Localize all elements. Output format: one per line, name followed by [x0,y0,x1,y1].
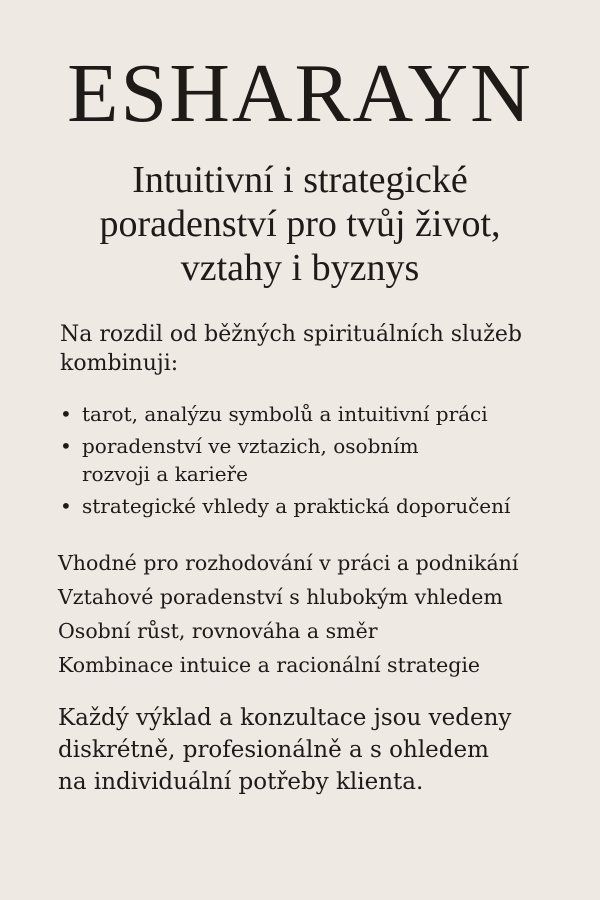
closing-line: diskrétně, profesionálně a s ohledem [58,737,489,763]
feature-line: Vhodné pro rozhodování v práci a podnikání [58,551,519,575]
list-item [60,432,580,488]
list-item-line: strategické vhledy a praktická doporučení [82,494,511,518]
features-block [58,546,588,682]
list-item-line: tarot, analýzu symbolů a intuitivní práci [82,402,488,426]
intro-text [60,320,560,378]
list-item [60,400,580,428]
closing-statement [58,702,578,798]
feature-line: Kombinace intuice a racionální strategie [58,653,481,677]
list-item-line: poradenství ve vztazich, osobním [82,434,419,458]
tagline [30,158,570,290]
closing-line: na individuální potřeby klienta. [58,769,424,795]
brand-title: ESHARAYN [67,47,533,140]
feature-line: Vztahové poradenství s hlubokým vhledem [58,585,503,609]
bullet-icon: • [60,402,72,426]
tagline-line: vztahy i byznys [180,247,420,289]
intro-line: Na rozdil od běžných spirituálních služeb [60,322,522,347]
tagline-line: Intuitivní i strategické [132,159,468,201]
list-item-line: rozvoji a karieře [82,462,248,486]
closing-line: Každý výklad a konzultace jsou vedeny [58,705,512,731]
list-item [60,492,580,520]
tagline-line: poradenství pro tvůj život, [99,203,501,245]
feature-line: Osobní růst, rovnováha a směr [58,619,378,643]
services-list [60,400,580,524]
intro-line: kombinuji: [60,351,179,376]
bullet-icon: • [60,494,72,518]
bullet-icon: • [60,434,72,458]
